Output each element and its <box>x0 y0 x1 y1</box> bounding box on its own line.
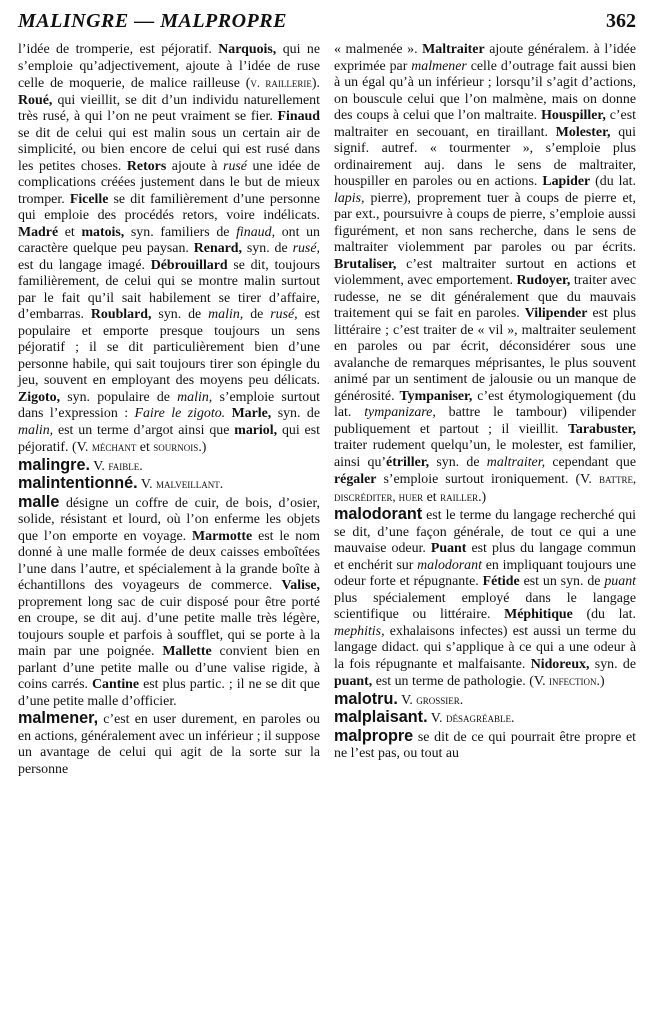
text-run: .) <box>198 440 207 455</box>
text-run: qui ne s’emploie qu’adjectivement, ajoute à l’idée de ruse celle de moquerie, de malice railleuse ( <box>18 42 320 91</box>
bold-term: Fétide <box>482 574 520 589</box>
text-run: (du lat. <box>590 174 636 189</box>
text-run: se dit de ce qui pourrait être propre et ne l’est pas, ou tout au <box>334 729 636 761</box>
text-run: . <box>219 477 224 492</box>
bold-term: étriller, <box>386 454 430 470</box>
text-run: qui vieillit, se dit d’un individu naturellement très rusé, à qui l’on ne peut vraiment se fier. <box>18 92 320 124</box>
entry-malle <box>18 494 320 711</box>
bold-term: Houspiller, <box>541 108 606 123</box>
bold-term: Vilipender <box>524 306 588 321</box>
bold-term: Marmotte <box>192 528 253 544</box>
italic-term: rusé, <box>270 307 298 322</box>
text-run: . <box>459 692 464 708</box>
italic-term: tympanizare, <box>364 405 436 420</box>
text-run: ajoute à <box>166 158 224 174</box>
text-run: de <box>243 307 271 322</box>
cross-reference: malveillant <box>156 477 220 491</box>
bold-term: Maltraiter <box>422 42 485 57</box>
bold-term: Lapider <box>542 174 591 189</box>
entry-continuation <box>18 42 320 457</box>
text-run: .) <box>596 674 605 689</box>
text-run: c’est maltraiter surtout en actions et violemment, avec emportement. <box>334 256 636 288</box>
italic-term: malin, <box>208 307 244 322</box>
text-run: s’emploie surtout dans l’expression : <box>18 389 320 421</box>
italic-term: malin, <box>177 389 213 405</box>
text-run: l’idée de tromperie, est péjoratif. <box>18 42 219 57</box>
entry-malotru <box>334 691 636 710</box>
italic-term: puant <box>604 574 636 589</box>
bold-term: Nidoreux, <box>530 656 590 672</box>
running-title: MALINGRE — MALPROPRE <box>18 10 287 32</box>
cross-reference: railler <box>440 489 479 504</box>
text-run: plus spécialement employé dans le langage scientifique ou littéraire. <box>334 590 636 622</box>
text-run: est le nom donné à une malle formée de deux caisses emboîtées l’une dans l’autre, et spécialement à la grande boîte à échantillons des voyageurs de commerce. <box>18 528 320 593</box>
text-run: est plus littéraire ; c’est traiter de « vil », maltraiter seulement en paroles ou par écrit, déconsidérer sous une avalanche de remarques méprisantes, le plus souvent animé par un sentiment de jalousie ou un manque de générosité. <box>334 306 637 404</box>
bold-term: Puant <box>430 541 467 556</box>
bold-term: régaler <box>334 472 377 487</box>
bold-term: Méphitique <box>504 607 573 622</box>
text-run: et <box>423 489 441 505</box>
bold-term: puant, <box>334 674 373 689</box>
cross-reference: désagréable <box>445 711 511 725</box>
text-run: se dit, toujours familièrement, de celui qui se montre malin surtout par le fait qu’il sait habilement se tirer d’affaire, d’embarras. <box>18 257 320 322</box>
text-run: c’est en user durement, en paroles ou en actions, généralement avec un inférieur ; il suppose un avantage de celui qui agit de la sorte sur la personne <box>18 712 321 777</box>
bold-term: Rudoyer, <box>516 273 571 288</box>
headword: malle <box>18 492 60 511</box>
text-run: se dit familièrement d’une personne qui emploie des procédés retors, voire indélicats. <box>18 191 320 223</box>
text-run: syn. de <box>589 656 637 672</box>
text-run: qui signif. autref. « tourmenter », s’emploie plus ordinairement auj. dans le sens de maltraiter, houspiller en paroles ou en actions. <box>334 124 636 189</box>
text-run: V. <box>137 477 157 492</box>
bold-term: Tarabuster, <box>567 421 636 437</box>
bold-term: Valise, <box>281 578 320 593</box>
italic-term: rusé, <box>292 241 320 256</box>
text-run: c’est étymologiquement (du lat. <box>334 388 636 420</box>
entry-continuation <box>334 42 636 506</box>
text-run: V. <box>89 458 109 474</box>
text-run: est un terme d’argot ainsi que <box>53 422 235 438</box>
bold-term: Molester, <box>555 124 611 140</box>
bold-term: Tympaniser, <box>399 388 473 404</box>
entry-malingre <box>18 457 320 476</box>
entry-malplaisant <box>334 709 636 728</box>
text-run: celle d’outrage fait aussi bien à un égal qu’à un inférieur ; lorsqu’il s’agit d’actions, on bouscule celui que l’on malmène, mais on donne des coups à celui que l’on maltraite. <box>334 58 636 123</box>
text-run: exhalaisons infectes) est aussi un terme du langage didact. qui s’applique à ce qui a une odeur à la fois répugnante et malfaisante. <box>334 623 636 672</box>
italic-term: malmener <box>411 58 467 74</box>
text-run: V. <box>397 692 417 708</box>
headword: malmener, <box>18 709 99 727</box>
text-run: est plus partic. ; il ne se dit que d’une petite malle d’officier. <box>18 677 320 709</box>
text-run: est un terme de pathologie. (V. <box>372 674 550 689</box>
right-column <box>334 42 636 778</box>
cross-reference: infection <box>549 674 597 688</box>
text-run: traiter rudement quelqu’un, le molester, est familier, ainsi qu’ <box>334 438 636 470</box>
headword: malplaisant. <box>334 708 428 726</box>
text-run: syn. de <box>242 241 293 256</box>
two-column-body <box>18 42 636 778</box>
bold-term: Brutaliser, <box>334 256 397 272</box>
headword: malintentionné. <box>18 474 138 492</box>
left-column <box>18 42 320 778</box>
bold-term: Renard, <box>193 241 242 256</box>
text-run: pierre), proprement tuer à coups de pierre et, par ext., poursuivre à coups de pierre, s’emploie aussi figurément, et non sans recherche, dans le sens de maltraiter violemment par paroles ou par écrits. <box>334 190 636 255</box>
cross-reference: faible <box>108 458 140 473</box>
text-run: ). <box>311 76 320 91</box>
text-run: syn. de <box>271 406 321 421</box>
bold-term: Zigoto, <box>18 389 61 405</box>
text-run: en impliquant toujours une odeur forte et répugnante. <box>334 557 636 589</box>
page-number: 362 <box>606 10 636 32</box>
bold-term: matois, <box>81 224 125 240</box>
text-run: syn. familiers de <box>124 224 237 240</box>
entry-malintentionne <box>18 475 320 494</box>
cross-reference: sournois <box>153 440 199 454</box>
bold-term: Marle, <box>231 406 272 421</box>
bold-term: mariol, <box>234 422 278 438</box>
text-run: (du lat. <box>572 607 636 622</box>
italic-term: mephitis, <box>334 623 385 639</box>
text-run: « malmenée ». <box>334 42 423 57</box>
text-run: est le terme du langage recherché qui se dit, d’une façon générale, de tout ce qui a une mauvaise odeur. <box>334 508 636 556</box>
text-run: est du langage imagé. <box>18 257 151 273</box>
text-run: V. <box>427 711 446 726</box>
text-run: ont un caractère quelque peu paysan. <box>18 224 320 256</box>
headword: malingre. <box>18 455 90 474</box>
text-run: c’est maltraiter en secouant, en tiraillant. <box>334 108 636 140</box>
text-run: convient bien en parlant d’une petite malle ou d’une valise rigide, à coins carrés. <box>18 644 320 692</box>
text-run: battre le tambour) vilipender publiquement et partout ; il vieillit. <box>334 405 636 437</box>
text-run: est un syn. de <box>519 574 605 589</box>
text-run: et <box>58 224 82 240</box>
cross-reference: battre, discréditer, huer <box>334 472 636 504</box>
bold-term: Madré <box>18 224 59 240</box>
text-run: . <box>510 711 515 726</box>
bold-term: Débrouillard <box>150 257 228 273</box>
bold-term: Cantine <box>92 677 140 692</box>
entry-malodorant <box>334 506 636 691</box>
text-run: désigne un coffre de cuir, de bois, d’osier, solide, résistant et lourd, où l’on enferme les objets que l’on emporte en voyage. <box>18 495 320 544</box>
cross-reference: méchant <box>91 440 137 454</box>
italic-term: maltraiter, <box>486 454 546 470</box>
text-run: qui est péjoratif. (V. <box>18 422 320 455</box>
entry-malmener <box>18 710 320 778</box>
text-run: se dit de celui qui est malin sous un certain air de simplicité, ou bien encore de celui qui est rusé dans les petites choses. <box>18 125 320 174</box>
entry-malpropre <box>334 728 636 763</box>
text-run: une idée de complications créées justement dans le but de mieux tromper. <box>18 158 320 207</box>
italic-term: finaud, <box>236 224 276 240</box>
bold-term: Roublard, <box>90 307 152 322</box>
text-run: . <box>139 458 143 474</box>
text-run: proprement long sac de cuir disposé pour être porté en croupe, se dit auj. d’une petite malle très légère, toujours souple et parfois à soufflet, qui se porte à la main par une poignée. <box>18 594 320 659</box>
headword: malotru. <box>334 689 398 708</box>
text-run: et <box>136 440 154 455</box>
cross-reference: v. raillerie <box>250 76 312 90</box>
text-run: est populaire et emporte presque toujours un sens péjoratif ; il se dit particulièrement bien d’une personne habile, qui sait toujours tirer son épingle du jeu, souvent en employant des moyens peu délicats. <box>18 307 320 388</box>
italic-term: Faire le zigoto. <box>134 406 226 421</box>
italic-term: lapis, <box>334 190 365 206</box>
headword: malpropre <box>334 726 414 745</box>
italic-term: malodorant <box>417 557 482 573</box>
text-run: syn. de <box>429 454 487 470</box>
bold-term: Ficelle <box>69 191 109 207</box>
text-run: cependant que <box>545 454 636 470</box>
text-run: ajoute généralem. à l’idée exprimée par <box>334 42 636 74</box>
bold-term: Finaud <box>277 109 320 124</box>
bold-term: Narquois, <box>218 42 277 57</box>
bold-term: Mallette <box>162 644 212 659</box>
text-run: s’emploie surtout ironiquement. (V. <box>376 472 599 487</box>
text-run: syn. populaire de <box>60 389 178 405</box>
cross-reference: grossier <box>416 692 460 707</box>
italic-term: malin, <box>18 422 54 438</box>
page-header <box>18 10 636 40</box>
text-run: est plus du langage commun et enchérit sur <box>334 541 636 573</box>
text-run: .) <box>478 489 487 505</box>
italic-term: rusé <box>223 158 247 174</box>
bold-term: Retors <box>126 158 167 174</box>
text-run: syn. de <box>151 307 209 322</box>
text-run: traiter avec rudesse, ne se dit généralement que du mauvais traitement qui se fait en paroles. <box>334 273 636 321</box>
headword: malodorant <box>334 505 423 523</box>
bold-term: Roué, <box>18 92 53 108</box>
